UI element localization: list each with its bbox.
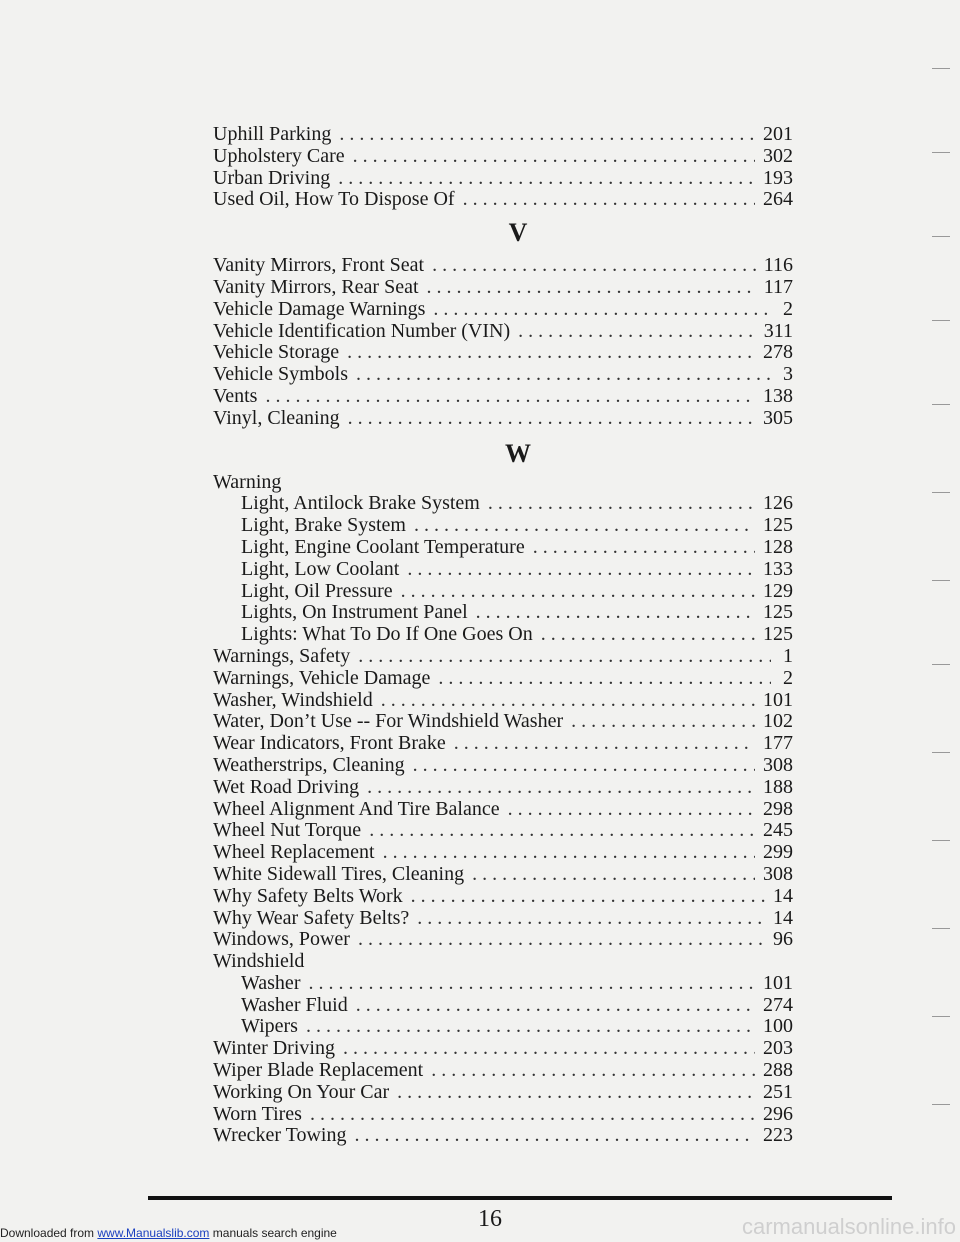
dot-leader (571, 711, 755, 733)
dot-leader (310, 1104, 755, 1126)
index-entry (213, 386, 793, 408)
index-entry (213, 799, 793, 821)
entry-page-number: 298 (763, 797, 793, 820)
entry-label: Why Safety Belts Work (213, 884, 403, 907)
entry-label: Washer (241, 971, 301, 994)
footer-rule (148, 1196, 892, 1200)
dot-leader (472, 864, 755, 886)
entry-page-number: 138 (763, 384, 793, 407)
index-subentry (213, 493, 793, 515)
entry-label: Urban Driving (213, 166, 331, 189)
entry-label: Wheel Replacement (213, 841, 375, 864)
dot-leader (355, 1125, 756, 1147)
entry-label: Used Oil, How To Dispose Of (213, 188, 455, 211)
entry-page-number: 177 (763, 732, 793, 755)
entry-label: Wrecker Towing (213, 1124, 347, 1147)
entry-label: Vehicle Damage Warnings (213, 297, 426, 320)
index-entry (213, 408, 793, 430)
entry-label: Wear Indicators, Front Brake (213, 732, 446, 755)
entry-label: Wipers (241, 1015, 298, 1038)
entry-label: Windows, Power (213, 928, 350, 951)
dot-leader (508, 799, 755, 821)
index-entry (213, 299, 793, 321)
index-subentry (213, 602, 793, 624)
entry-label: Wet Road Driving (213, 775, 360, 798)
entry-label: Upholstery Care (213, 144, 345, 167)
index-entry (213, 277, 793, 299)
entry-page-number: 274 (763, 993, 793, 1016)
index-entry (213, 1060, 793, 1082)
index-subentry (213, 559, 793, 581)
dot-leader (407, 559, 755, 581)
entry-label: Weatherstrips, Cleaning (213, 753, 405, 776)
entry-label: Wiper Blade Replacement (213, 1059, 424, 1082)
entry-page-number: 128 (763, 535, 793, 558)
entry-label: Worn Tires (213, 1102, 302, 1125)
index-entry (213, 1104, 793, 1126)
entry-page-number: 308 (763, 753, 793, 776)
entry-page-number: 251 (763, 1080, 793, 1103)
index-entry (213, 1082, 793, 1104)
entry-page-number: 14 (773, 906, 793, 929)
watermark-prefix: Downloaded from (0, 1226, 98, 1240)
entry-page-number: 125 (763, 601, 793, 624)
dot-leader (356, 995, 755, 1017)
entry-page-number: 100 (763, 1015, 793, 1038)
entry-label: White Sidewall Tires, Cleaning (213, 862, 465, 885)
entry-label: Lights, On Instrument Panel (241, 601, 468, 624)
dot-leader (356, 364, 771, 386)
entry-page-number: 193 (763, 166, 793, 189)
index-entry (213, 146, 793, 168)
index-entry (213, 124, 793, 146)
index-entry (213, 321, 793, 343)
page-number: 16 (478, 1206, 502, 1232)
entry-label: Vehicle Identification Number (VIN) (213, 319, 511, 342)
index-entry (213, 472, 793, 494)
index-entry (213, 189, 793, 211)
entry-label: Why Wear Safety Belts? (213, 906, 410, 929)
manualslib-link[interactable]: www.Manualslib.com (97, 1226, 210, 1240)
dot-leader (338, 168, 755, 190)
entry-label: Vinyl, Cleaning (213, 406, 340, 429)
entry-page-number: 2 (783, 297, 793, 320)
dot-leader (488, 493, 755, 515)
index-entry (213, 929, 793, 951)
dot-leader (533, 537, 755, 559)
section-letter-w: W (505, 438, 531, 468)
index-entry (213, 646, 793, 668)
entry-label: Light, Brake System (241, 514, 406, 537)
dot-leader (413, 755, 755, 777)
entry-page-number: 305 (763, 406, 793, 429)
site-watermark: carmanualsonline.info (741, 1214, 956, 1239)
index-entry (213, 820, 793, 842)
entry-page-number: 223 (763, 1124, 793, 1147)
entry-page-number: 203 (763, 1037, 793, 1060)
entry-label: Washer Fluid (241, 993, 348, 1016)
index-entry (213, 908, 793, 930)
index-entry (213, 364, 793, 386)
dot-leader (432, 255, 756, 277)
index-entry (213, 755, 793, 777)
dot-leader (369, 820, 755, 842)
entry-label: Uphill Parking (213, 123, 332, 145)
index-entry (213, 255, 793, 277)
entry-page-number: 311 (763, 319, 793, 342)
entry-page-number: 288 (763, 1059, 793, 1082)
dot-leader (411, 886, 765, 908)
entry-label: Windshield (213, 950, 305, 973)
dot-leader (541, 624, 755, 646)
download-watermark (0, 1226, 337, 1240)
watermark-suffix: manuals search engine (209, 1226, 337, 1240)
entry-page-number: 302 (763, 144, 793, 167)
entry-page-number: 2 (783, 666, 793, 689)
index-subentry (213, 995, 793, 1017)
index-entry (213, 168, 793, 190)
entry-label: Vehicle Symbols (213, 363, 348, 386)
entry-label: Winter Driving (213, 1037, 335, 1060)
entry-label: Washer, Windshield (213, 688, 373, 711)
entry-label: Light, Antilock Brake System (241, 492, 480, 515)
dot-leader (431, 1060, 755, 1082)
entry-label: Vanity Mirrors, Rear Seat (213, 275, 419, 298)
index-entry (213, 864, 793, 886)
dot-leader (438, 668, 771, 690)
dot-leader (476, 602, 755, 624)
section-letter-v: V (508, 218, 528, 248)
index-entry (213, 842, 793, 864)
entry-label: Warning (213, 470, 282, 493)
entry-label: Water, Don’t Use -- For Windshield Washer (213, 710, 564, 733)
dot-leader (454, 733, 755, 755)
entry-label: Warnings, Safety (213, 644, 351, 667)
entry-label: Light, Low Coolant (241, 557, 400, 580)
dot-leader (367, 777, 755, 799)
entry-page-number: 126 (763, 492, 793, 515)
index-entry (213, 342, 793, 364)
dot-leader (518, 321, 756, 343)
dot-leader (433, 299, 771, 321)
entry-label: Lights: What To Do If One Goes On (241, 623, 533, 646)
entry-label: Vehicle Storage (213, 341, 340, 364)
index-subentry (213, 1016, 793, 1038)
index-subentry (213, 581, 793, 603)
entry-page-number: 299 (763, 841, 793, 864)
index-entry (213, 1038, 793, 1060)
entry-label: Vents (213, 384, 258, 407)
dot-leader (397, 1082, 755, 1104)
entry-label: Wheel Nut Torque (213, 819, 362, 842)
dot-leader (265, 386, 755, 408)
margin-scan-marks (910, 60, 960, 1190)
dot-leader (414, 515, 755, 537)
dot-leader (306, 1016, 755, 1038)
dot-leader (348, 408, 755, 430)
entry-page-number: 308 (763, 862, 793, 885)
index-entry (213, 668, 793, 690)
entry-page-number: 117 (763, 275, 793, 298)
index-subentry (213, 537, 793, 559)
dot-leader (358, 646, 771, 668)
index-subentry (213, 515, 793, 537)
entry-label: Wheel Alignment And Tire Balance (213, 797, 500, 820)
dot-leader (427, 277, 756, 299)
dot-leader (308, 973, 755, 995)
dot-leader (383, 842, 755, 864)
entry-label: Light, Engine Coolant Temperature (241, 535, 525, 558)
entry-page-number: 133 (763, 557, 793, 580)
entry-page-number: 188 (763, 775, 793, 798)
index-entry (213, 690, 793, 712)
entry-page-number: 245 (763, 819, 793, 842)
entry-label: Vanity Mirrors, Front Seat (213, 254, 425, 277)
entry-page-number: 116 (763, 254, 793, 277)
entry-label: Working On Your Car (213, 1080, 390, 1103)
entry-page-number: 101 (763, 688, 793, 711)
index-entry (213, 777, 793, 799)
dot-leader (339, 124, 755, 146)
index-entry (213, 951, 793, 973)
dot-leader (347, 342, 755, 364)
entry-page-number: 125 (763, 514, 793, 537)
index-entry (213, 1125, 793, 1147)
entry-page-number: 201 (763, 123, 793, 145)
dot-leader (381, 690, 755, 712)
dot-leader (353, 146, 755, 168)
entry-page-number: 14 (773, 884, 793, 907)
index-entry (213, 711, 793, 733)
entry-page-number: 101 (763, 971, 793, 994)
dot-leader (463, 189, 755, 211)
entry-page-number: 102 (763, 710, 793, 733)
index-entry (213, 886, 793, 908)
entry-page-number: 264 (763, 188, 793, 211)
entry-page-number: 125 (763, 623, 793, 646)
entry-label: Warnings, Vehicle Damage (213, 666, 431, 689)
entry-page-number: 1 (783, 644, 793, 667)
dot-leader (343, 1038, 755, 1060)
dot-leader (417, 908, 765, 930)
index-list (213, 124, 793, 1147)
dot-leader (358, 929, 765, 951)
entry-label: Light, Oil Pressure (241, 579, 393, 602)
dot-leader (401, 581, 755, 603)
index-subentry (213, 973, 793, 995)
entry-page-number: 96 (773, 928, 793, 951)
index-entry (213, 733, 793, 755)
entry-page-number: 296 (763, 1102, 793, 1125)
index-subentry (213, 624, 793, 646)
entry-page-number: 3 (783, 363, 793, 386)
entry-page-number: 278 (763, 341, 793, 364)
entry-page-number: 129 (763, 579, 793, 602)
